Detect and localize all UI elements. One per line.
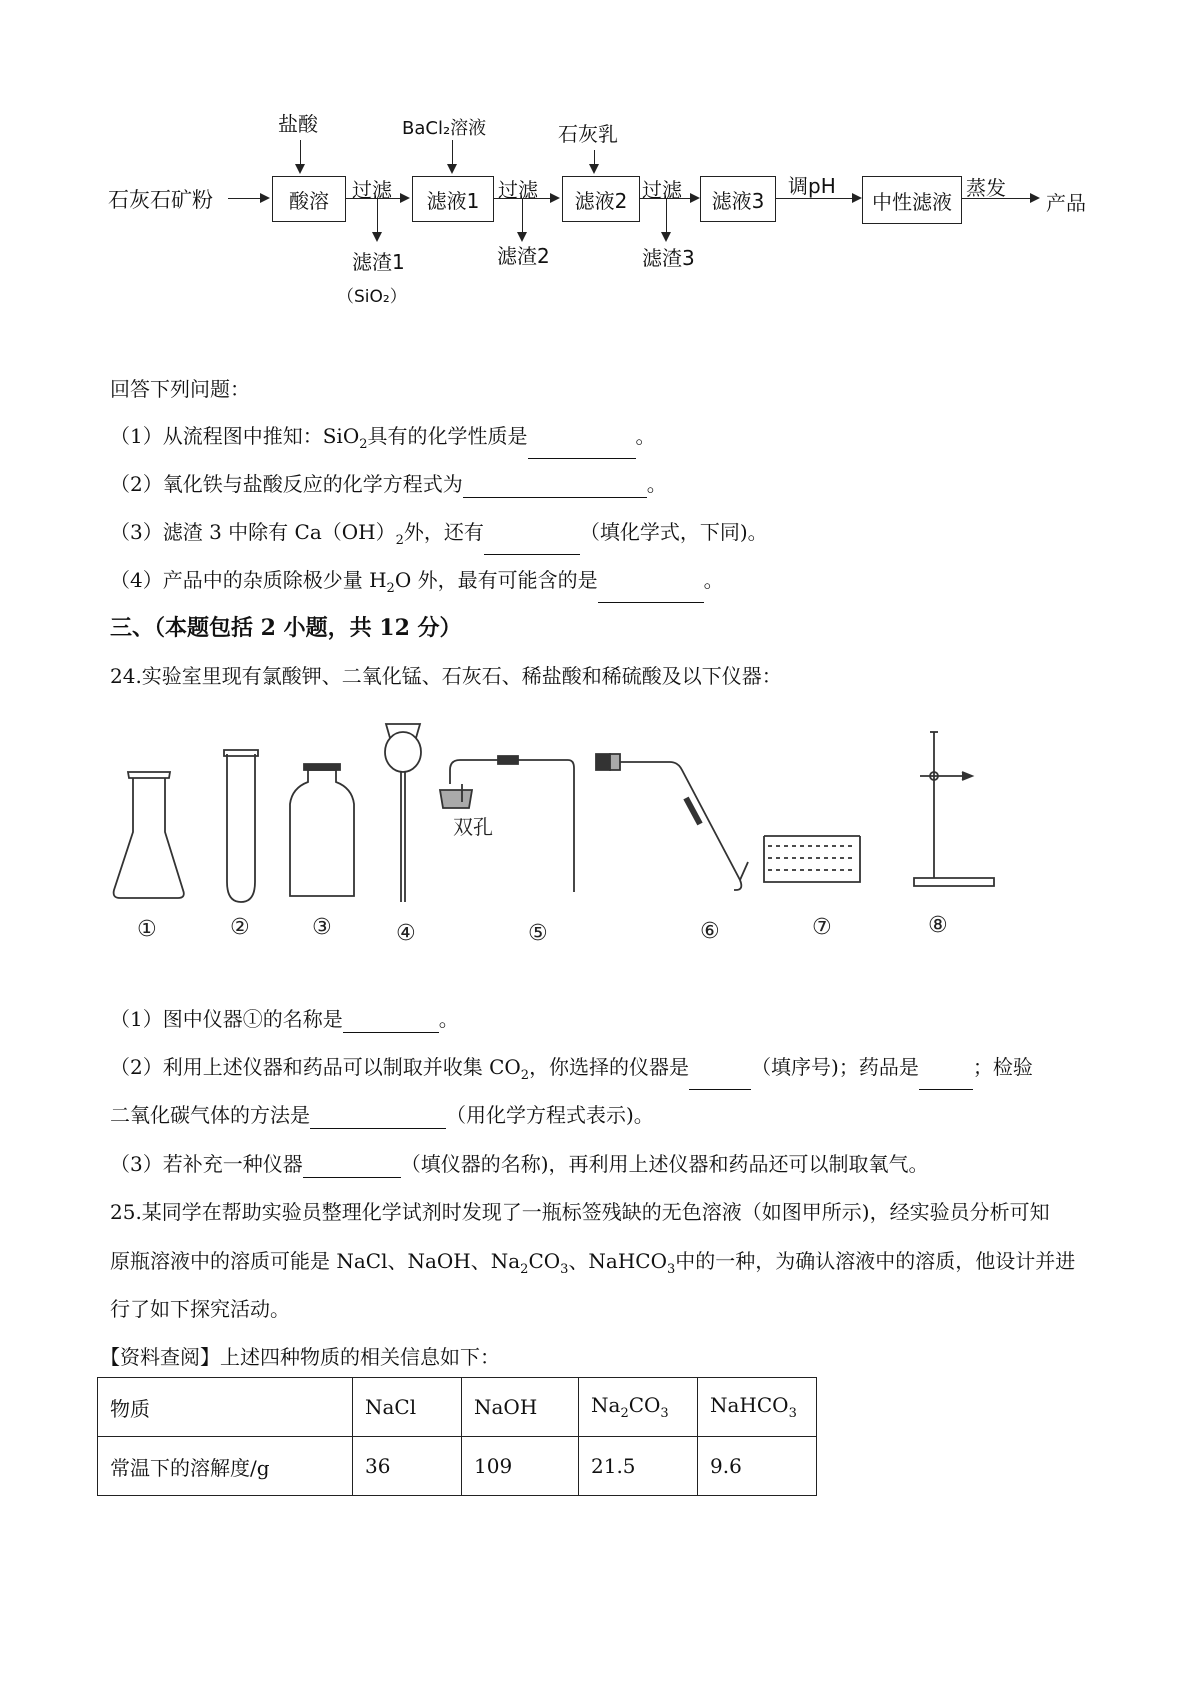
- process-flowchart: [0, 0, 1200, 320]
- table-cell: [698, 1378, 817, 1437]
- q24-1-text: （1）图中仪器①的名称是: [110, 1007, 343, 1031]
- resource-heading: 【资料查阅】上述四种物质的相关信息如下：: [100, 1345, 500, 1369]
- q24-part2-line2: [110, 1101, 654, 1129]
- step-filter-1: 过滤: [352, 178, 392, 202]
- box-acid-dissolve: 酸溶: [272, 176, 346, 222]
- q23-3-text-a: （3）滤渣 3 中除有 Ca（OH）: [110, 520, 396, 544]
- step-filter-3: 过滤: [642, 178, 682, 202]
- cell-text: Na: [591, 1393, 621, 1417]
- q24-1-end: 。: [438, 1007, 459, 1031]
- q23-1-end: 。: [635, 424, 656, 448]
- q23-part4: [110, 566, 724, 603]
- label-7: ⑦: [812, 915, 832, 940]
- q24-2-text-b: ，你选择的仪器是: [529, 1055, 690, 1079]
- test-tube-icon: [224, 750, 258, 902]
- q24-3-text-b: （填仪器的名称)，再利用上述仪器和药品还可以制取氧气。: [400, 1152, 929, 1176]
- q23-1-sub: 2: [359, 437, 368, 452]
- box-filtrate-2: 滤液2: [562, 176, 640, 222]
- label-6: ⑥: [700, 919, 720, 944]
- reagent1-arrow: [300, 140, 301, 166]
- residue-1: 滤渣1: [352, 250, 405, 274]
- cell-sub: 3: [660, 1406, 669, 1421]
- delivery-tube-icon: [596, 754, 748, 890]
- answer-blank[interactable]: [528, 438, 636, 459]
- box-filtrate-3: 滤液3: [700, 176, 776, 222]
- table-cell: 36: [353, 1437, 462, 1496]
- q24-part1: [110, 1005, 459, 1033]
- flow-arrow-6: [962, 198, 1032, 199]
- flow-arrow-1: [228, 198, 264, 199]
- answer-blank[interactable]: [919, 1069, 973, 1090]
- flow-arrowhead-4: [690, 193, 700, 203]
- q23-3-sub: 2: [395, 533, 404, 548]
- q24-part2: [110, 1053, 1033, 1090]
- residue-3: 滤渣3: [642, 246, 695, 270]
- q25-line2-c: 、NaHCO: [568, 1249, 668, 1273]
- answer-blank[interactable]: [463, 477, 647, 498]
- table-row: [98, 1437, 817, 1496]
- q23-part1: [110, 422, 656, 459]
- label-8: ⑧: [928, 913, 948, 938]
- flow-arrow-5: [776, 198, 856, 199]
- q24-2-text-a: （2）利用上述仪器和药品可以制取并收集 CO: [110, 1055, 521, 1079]
- flow-arrow-2: [346, 198, 402, 199]
- table-cell: 21.5: [579, 1437, 698, 1496]
- gas-bottle-icon: [290, 764, 354, 896]
- answer-blank[interactable]: [484, 534, 580, 555]
- answer-blank[interactable]: [310, 1108, 446, 1129]
- q25-line2: [110, 1247, 1075, 1284]
- q25-line2-a: 原瓶溶液中的溶质可能是 NaCl、NaOH、Na: [110, 1249, 521, 1273]
- cell-sub: 2: [620, 1406, 629, 1421]
- label-3: ③: [312, 915, 332, 940]
- q23-3-text-b: 外，还有: [403, 520, 484, 544]
- q24-2-text-c: （填序号)；药品是: [751, 1055, 919, 1079]
- section-heading: 三、（本题包括 2 小题，共 12 分）: [110, 615, 462, 641]
- q24-part3: [110, 1150, 929, 1178]
- reagent2-arrow: [452, 140, 453, 166]
- iron-stand-icon: [914, 732, 994, 886]
- cell-sub: 3: [788, 1406, 797, 1421]
- reagent-hydrochloric-acid: 盐酸: [278, 112, 318, 136]
- answer-blank[interactable]: [689, 1069, 751, 1090]
- q25-sub1: 2: [520, 1262, 529, 1277]
- q24-stem: 24.实验室里现有氯酸钾、二氧化锰、石灰石、稀盐酸和稀硫酸及以下仪器：: [110, 664, 782, 688]
- table-cell: NaCl: [353, 1378, 462, 1437]
- q23-4-text-a: （4）产品中的杂质除极少量 H: [110, 568, 387, 592]
- q25-line2-b: CO: [528, 1249, 561, 1273]
- long-neck-funnel-icon: [385, 724, 421, 902]
- flow-start-label: 石灰石矿粉: [108, 188, 213, 212]
- answer-blank[interactable]: [598, 582, 704, 603]
- q24-3-text-a: （3）若补充一种仪器: [110, 1152, 303, 1176]
- label-2: ②: [230, 915, 250, 940]
- table-cell: [579, 1378, 698, 1437]
- q24-2-line2-text: 二氧化碳气体的方法是: [110, 1103, 310, 1127]
- solubility-table: [97, 1377, 817, 1496]
- q23-2-end: 。: [646, 472, 667, 496]
- answer-blank[interactable]: [303, 1157, 401, 1178]
- q25-line2-d: 中的一种，为确认溶液中的溶质，他设计并进: [675, 1249, 1076, 1273]
- residue1-arrow: [377, 198, 378, 234]
- reagent-lime-milk: 石灰乳: [558, 122, 618, 146]
- label-1: ①: [137, 917, 157, 942]
- residue1-arrowhead: [372, 232, 382, 242]
- flow-arrowhead-3: [550, 193, 560, 203]
- label-5: ⑤: [528, 921, 548, 946]
- flow-arrowhead-6: [1030, 193, 1040, 203]
- residue3-arrow: [666, 198, 667, 234]
- q25-sub2: 3: [560, 1262, 569, 1277]
- cell-text: NaHCO: [710, 1393, 789, 1417]
- q23-1-text-a: （1）从流程图中推知：SiO: [110, 424, 360, 448]
- step-adjust-ph: 调pH: [788, 174, 836, 198]
- flow-arrowhead-5: [852, 193, 862, 203]
- reagent3-arrowhead: [589, 164, 599, 174]
- stopper-label: 双孔: [453, 815, 493, 839]
- table-row: [98, 1378, 817, 1437]
- q25-line1: 25.某同学在帮助实验员整理化学试剂时发现了一瓶标签残缺的无色溶液（如图甲所示)，经实验员分析可知: [110, 1200, 1050, 1224]
- flow-product: 产品: [1046, 191, 1086, 215]
- reagent1-arrowhead: [295, 164, 305, 174]
- flow-arrowhead-2: [400, 193, 410, 203]
- box-neutral-filtrate: 中性滤液: [862, 176, 962, 224]
- q25-sub3: 3: [667, 1262, 676, 1277]
- box-filtrate-1: 滤液1: [412, 176, 494, 222]
- flow-arrow-3: [494, 198, 552, 199]
- answer-intro: 回答下列问题：: [110, 377, 250, 401]
- table-cell: 物质: [98, 1378, 353, 1437]
- q24-2-sub: 2: [520, 1068, 530, 1083]
- q25-line3: 行了如下探究活动。: [110, 1297, 290, 1321]
- q23-4-text-b: O 外，最有可能含的是: [394, 568, 598, 592]
- q24-2-line2-end: （用化学方程式表示)。: [446, 1103, 654, 1127]
- table-cell: 9.6: [698, 1437, 817, 1496]
- q23-4-sub: 2: [386, 581, 395, 596]
- q23-part3: [110, 518, 768, 555]
- step-filter-2: 过滤: [498, 178, 538, 202]
- q24-2-text-d: ；检验: [972, 1055, 1033, 1079]
- q23-2-text: （2）氧化铁与盐酸反应的化学方程式为: [110, 472, 463, 496]
- step-evaporate: 蒸发: [966, 176, 1006, 200]
- cell-text: CO: [628, 1393, 661, 1417]
- residue-2: 滤渣2: [497, 244, 550, 268]
- q23-1-text-b: 具有的化学性质是: [367, 424, 528, 448]
- water-trough-icon: [764, 836, 860, 882]
- reagent-bacl2: BaCl₂溶液: [402, 118, 487, 139]
- flow-arrowhead-1: [260, 193, 270, 203]
- q23-3-text-c: （填化学式，下同)。: [579, 520, 768, 544]
- residue-1-note: （SiO₂）: [337, 287, 407, 307]
- label-4: ④: [396, 921, 416, 946]
- table-cell: 109: [462, 1437, 579, 1496]
- residue3-arrowhead: [661, 232, 671, 242]
- q23-part2: [110, 470, 667, 498]
- residue2-arrow: [522, 198, 523, 234]
- lab-apparatus-figure: [0, 712, 1200, 952]
- table-cell: 常温下的溶解度/g: [98, 1437, 353, 1496]
- table-cell: NaOH: [462, 1378, 579, 1437]
- answer-blank[interactable]: [343, 1012, 439, 1033]
- q23-4-end: 。: [703, 568, 724, 592]
- conical-flask-icon: [114, 772, 184, 898]
- reagent2-arrowhead: [447, 164, 457, 174]
